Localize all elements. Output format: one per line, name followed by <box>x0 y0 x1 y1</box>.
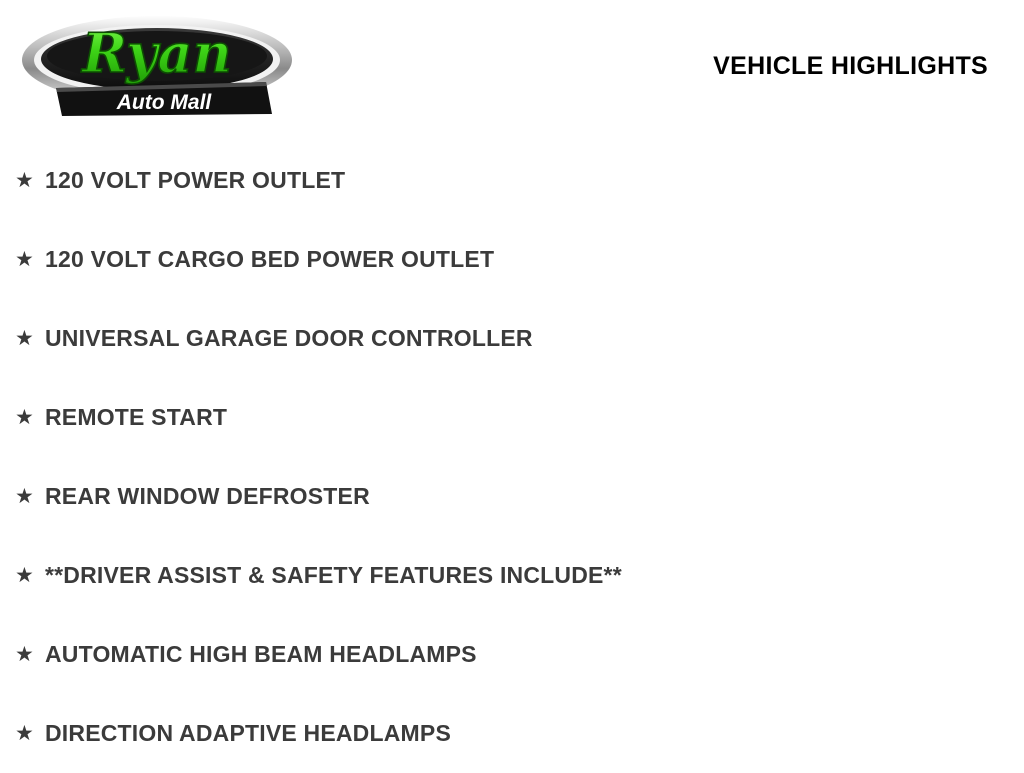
list-item-label: AUTOMATIC HIGH BEAM HEADLAMPS <box>45 641 477 667</box>
list-item <box>0 536 1024 615</box>
star-icon: ★ <box>15 406 34 429</box>
star-icon: ★ <box>15 722 34 745</box>
star-icon: ★ <box>15 485 34 508</box>
list-item <box>0 141 1024 220</box>
list-item <box>0 457 1024 536</box>
list-item-label: DIRECTION ADAPTIVE HEADLAMPS <box>45 720 451 746</box>
star-icon: ★ <box>15 564 34 587</box>
list-item <box>0 694 1024 773</box>
ryan-auto-mall-logo <box>18 10 296 122</box>
list-item-label: 120 VOLT POWER OUTLET <box>45 167 346 193</box>
star-icon: ★ <box>15 248 34 271</box>
vehicle-highlights-list <box>0 141 1024 773</box>
star-icon: ★ <box>15 169 34 192</box>
list-item-label: REAR WINDOW DEFROSTER <box>45 483 370 509</box>
list-item-label: **DRIVER ASSIST & SAFETY FEATURES INCLUDE** <box>45 562 622 588</box>
page-title: VEHICLE HIGHLIGHTS <box>713 52 988 80</box>
svg-text:Auto Mall: Auto Mall <box>116 91 212 114</box>
list-item-label: REMOTE START <box>45 404 228 430</box>
svg-text:Ryan: Ryan <box>82 21 232 85</box>
list-item <box>0 378 1024 457</box>
list-item <box>0 299 1024 378</box>
list-item-label: UNIVERSAL GARAGE DOOR CONTROLLER <box>45 325 533 351</box>
list-item <box>0 615 1024 694</box>
star-icon: ★ <box>15 643 34 666</box>
list-item <box>0 220 1024 299</box>
page-header <box>0 0 1024 130</box>
list-item-label: 120 VOLT CARGO BED POWER OUTLET <box>45 246 495 272</box>
star-icon: ★ <box>15 327 34 350</box>
